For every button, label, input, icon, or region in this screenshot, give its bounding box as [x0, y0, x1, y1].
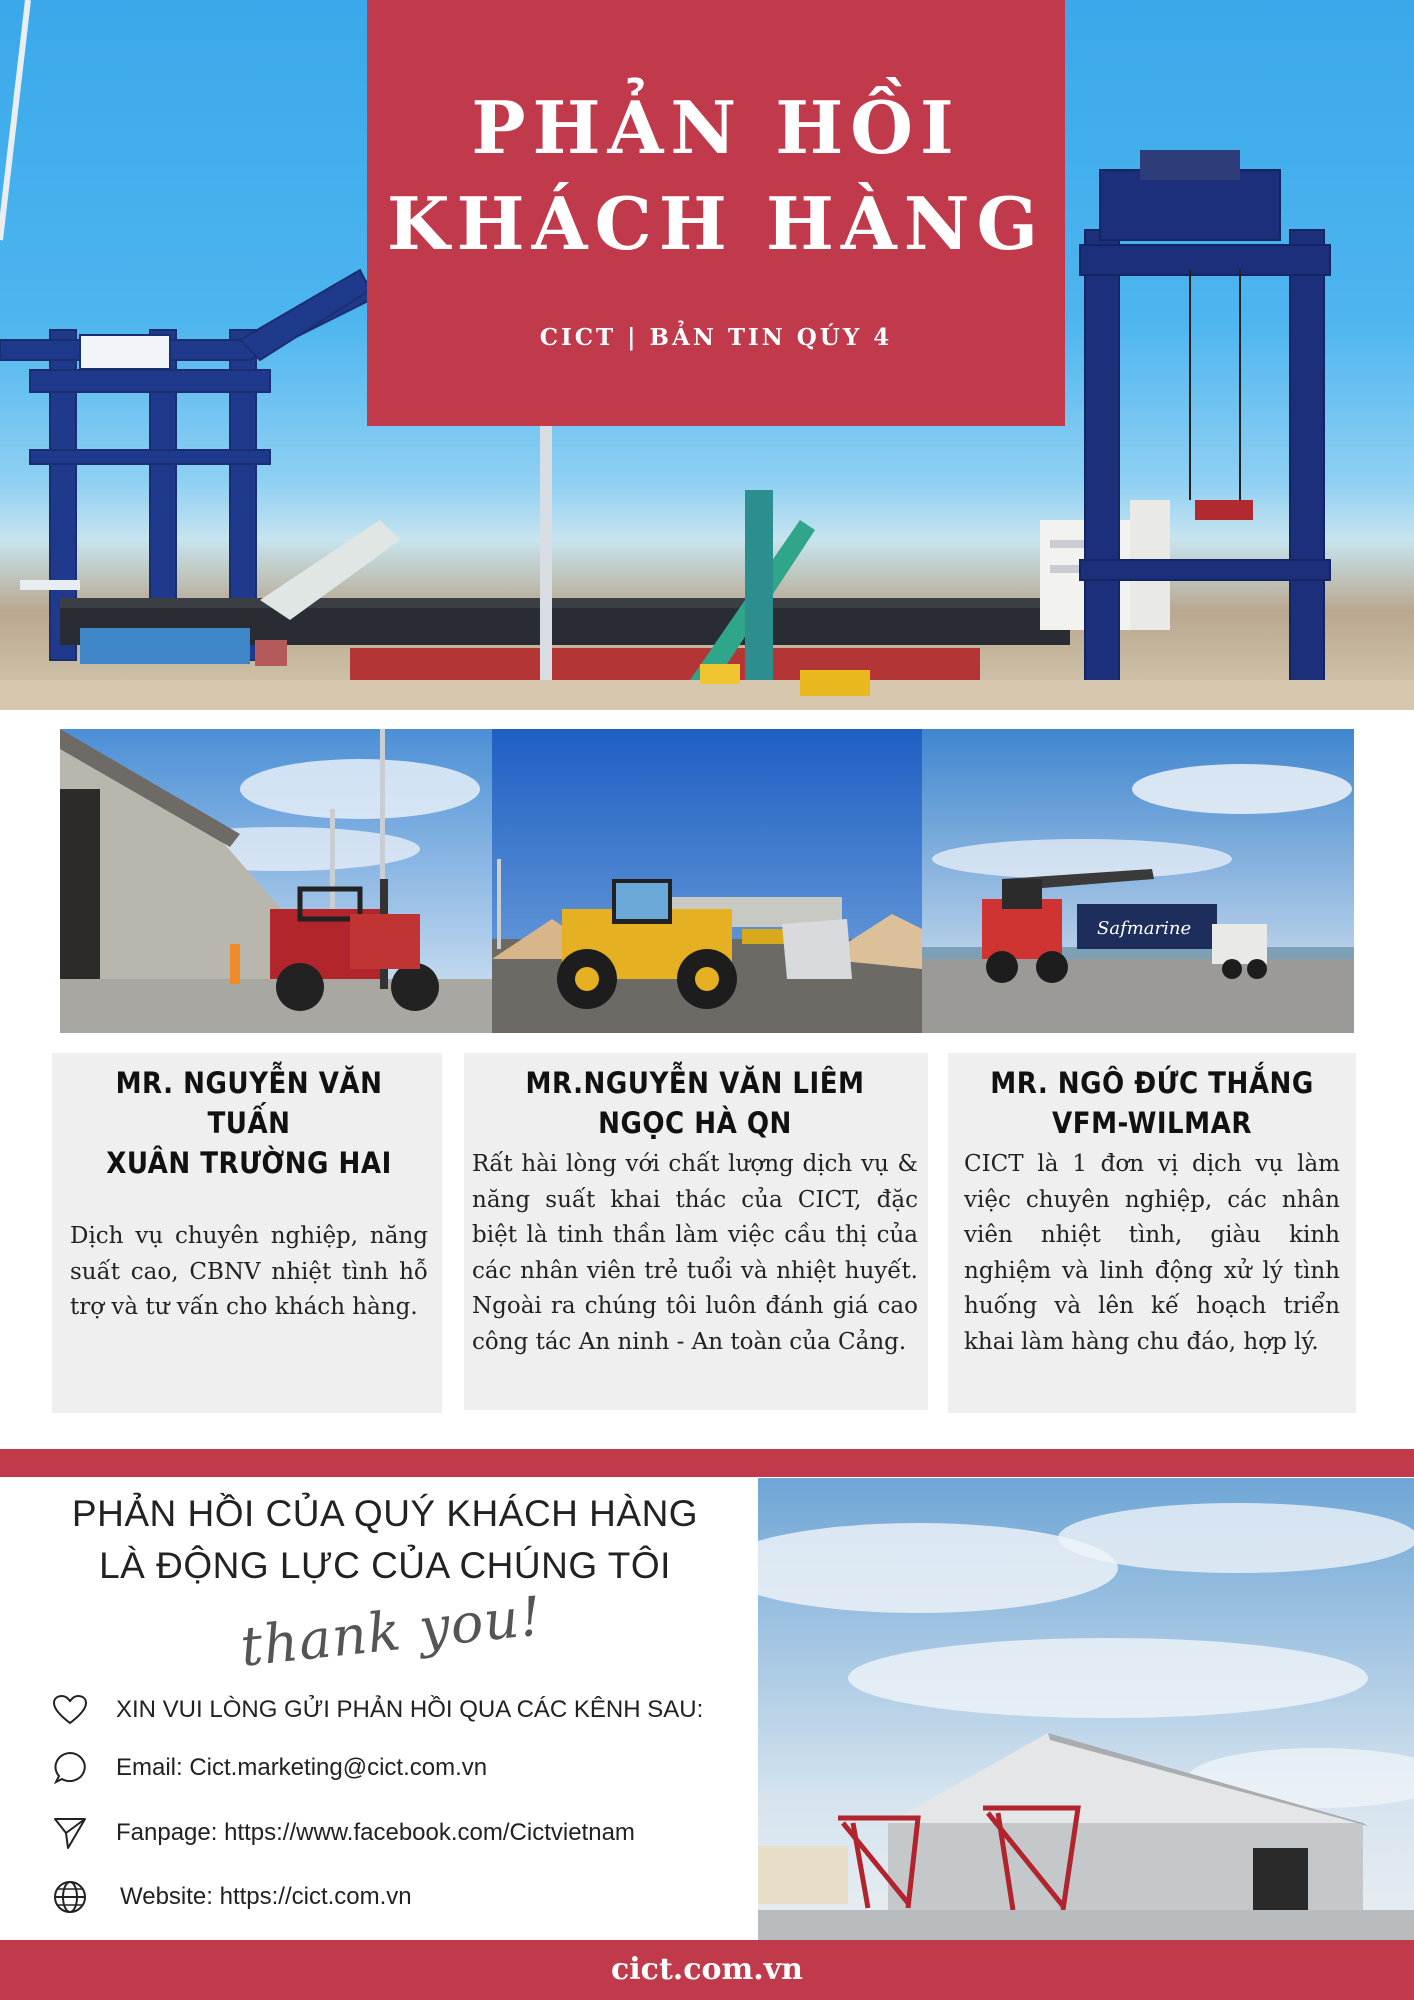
wheel-loader-photo [492, 729, 922, 1033]
channels-intro-row [50, 1690, 703, 1730]
feedback-heading [20, 1488, 750, 1592]
fanpage-link[interactable]: Fanpage: https://www.facebook.com/Cictvietnam [116, 1819, 635, 1846]
fanpage-row[interactable] [50, 1813, 635, 1853]
customer-company: XUÂN TRƯỜNG HAI [106, 1146, 392, 1180]
page-title-line2: KHÁCH HÀNG [386, 181, 1046, 266]
page-title-line1: PHẢN HỒI [471, 85, 961, 170]
customer-company: NGỌC HÀ QN [598, 1106, 792, 1140]
testimonial-card [464, 1053, 928, 1410]
website-link[interactable]: Website: https://cict.com.vn [120, 1883, 412, 1910]
customer-company: VFM-WILMAR [1052, 1106, 1252, 1140]
customer-name: MR. NGÔ ĐỨC THẮNG [990, 1066, 1314, 1100]
chat-bubble-icon [50, 1748, 90, 1788]
feedback-heading-line1: PHẢN HỒI CỦA QUÝ KHÁCH HÀNG [71, 1493, 699, 1534]
warehouse-photo [758, 1478, 1414, 1940]
customer-quote: Dịch vụ chuyên nghiệp, năng suất cao, CBNV nhiệt tình hỗ trợ và tư vấn cho khách hàng. [70, 1223, 428, 1320]
customer-name: MR.NGUYỄN VĂN LIÊM [525, 1066, 865, 1100]
paper-plane-icon [50, 1813, 90, 1853]
thank-you-script: thank you! [237, 1584, 546, 1679]
channels-intro-text: XIN VUI LÒNG GỬI PHẢN HỒI QUA CÁC KÊNH SAU: [116, 1696, 704, 1723]
testimonial-card [948, 1053, 1356, 1413]
testimonial-card [52, 1053, 442, 1413]
email-link[interactable]: Email: Cict.marketing@cict.com.vn [116, 1754, 488, 1781]
heart-icon [50, 1690, 90, 1730]
hero-photo [0, 0, 1414, 710]
divider-band [0, 1449, 1414, 1477]
customer-quote: CICT là 1 đơn vị dịch vụ làm việc chuyên nghiệp, các nhân viên nhiệt tình, giàu kinh nghiệm và linh động xử lý tình huống và lên kế hoạch triển khai làm hàng chu đáo, hợp lý. [964, 1151, 1340, 1355]
footer-website[interactable]: cict.com.vn [611, 1952, 803, 1987]
customer-quote: Rất hài lòng với chất lượng dịch vụ & năng suất khai thác của CICT, đặc biệt là tinh thần làm việc cầu thị của các nhân viên trẻ tuổi và nhiệt huyết. Ngoài ra chúng tôi luôn đánh giá cao công tác An ninh - An toàn của Cảng. [472, 1151, 918, 1355]
feedback-heading-line2: LÀ ĐỘNG LỰC CỦA CHÚNG TÔI [99, 1545, 671, 1586]
newsletter-subtitle: CICT | BẢN TIN QÚY 4 [539, 324, 893, 351]
container-brand-text: Safmarine [1097, 918, 1192, 939]
website-row[interactable] [50, 1877, 412, 1917]
title-banner [367, 0, 1065, 426]
forklift-photo [60, 729, 492, 1033]
email-row[interactable] [50, 1748, 487, 1788]
customer-name: MR. NGUYỄN VĂN TUẤN [115, 1066, 383, 1140]
reach-stacker-photo [922, 729, 1354, 1033]
globe-icon [50, 1877, 90, 1917]
